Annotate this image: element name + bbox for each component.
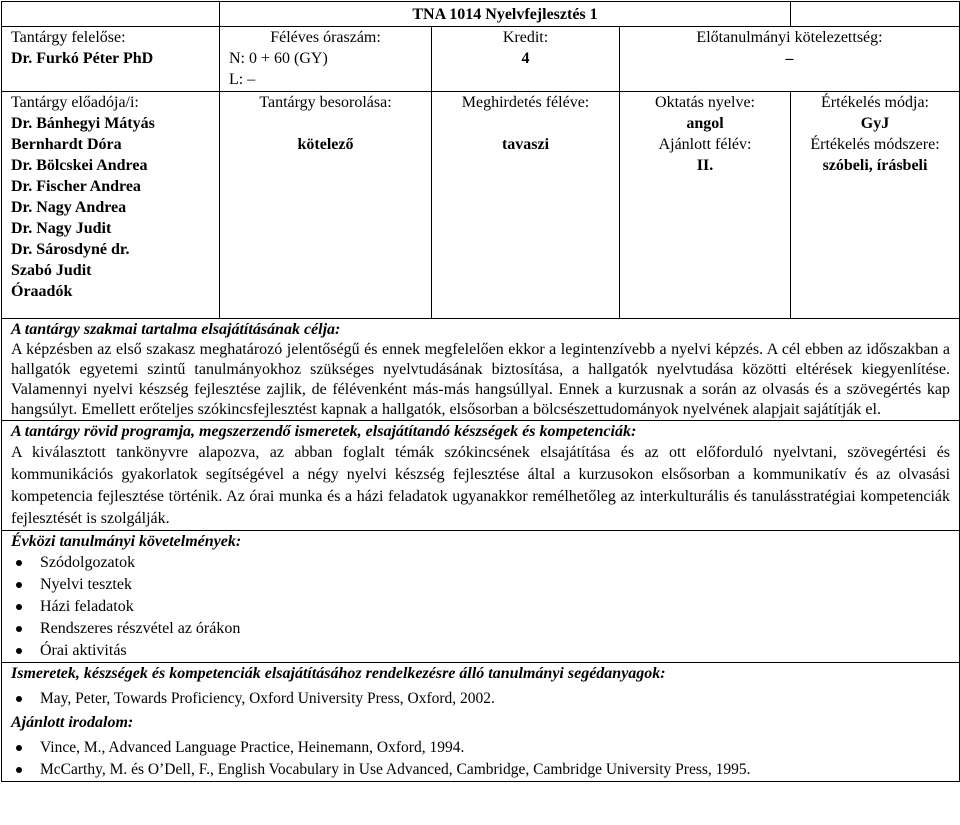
lecturer-item: Óraadók [11,283,73,300]
semester-label: Meghirdetés féléve: [461,94,590,111]
list-item: Órai aktivitás [40,640,950,662]
language-value: angol [686,115,724,132]
goal-heading: A tantárgy szakmai tartalma elsajátításának célja: [11,321,341,338]
eval-method-label: Értékelés módszere: [810,136,940,153]
hours-label: Féléves óraszám: [270,29,381,46]
list-item: Szódolgozatok [40,552,950,574]
eval-mode-value: GyJ [860,115,890,132]
goal-section [2,319,960,421]
prereq-value: – [785,50,794,67]
classification-value: kötelező [297,136,354,153]
language-label: Oktatás nyelve: [655,94,755,111]
lecturer-item: Dr. Bánhegyi Mátyás [11,115,155,132]
hours-l-value: L: – [229,71,256,88]
eval-mode-label: Értékelés módja: [821,94,929,111]
course-datasheet-table [1,1,960,782]
details-row [2,92,960,319]
lecturers-label: Tantárgy előadója/i: [11,94,139,111]
list-item: Vince, M., Advanced Language Practice, Heinemann, Oxford, 1994. [40,737,950,759]
requirements-heading: Évközi tanulmányi követelmények: [11,533,242,550]
header-row [2,27,960,92]
recommended-semester-value: II. [696,157,714,174]
materials-section [2,663,960,782]
lecturer-item: Dr. Nagy Judit [11,220,112,237]
eval-method-value: szóbeli, írásbeli [822,157,928,174]
hours-value: N: 0 + 60 (GY) [229,50,328,67]
requirements-list [11,552,950,662]
lecturer-item: Dr. Fischer Andrea [11,178,141,195]
list-item: Nyelvi tesztek [40,574,950,596]
responsible-label: Tantárgy felelőse: [11,29,126,46]
prereq-label: Előtanulmányi kötelezettség: [696,29,883,46]
lecturer-item: Bernhardt Dóra [11,136,122,153]
goal-text: A képzésben az első szakasz meghatározó jelentőségű és ennek megfelelően ekkor a legintenzívebb a nyelvi képzés. A cél ebben az időszakban a hallgatók egyetemi szintű tanulmányokhoz szükséges nyelvtudásának biztosítása, a hallgatók nyelvtudása közötti eltérések kiegyenlítése. Valamennyi nyelvi készség fejlesztése zajlik, de félévenként más-más hangsúllyal. Ennek a kurzusnak a során az olvasás és a szövegértés kap hangsúlyt. Emellett erőteljes szókincsfejlesztést kapnak a hallgatók, elsősorban a bölcsészettudományok nyelvének alapjait sajátítják el. [11,341,951,418]
recommended-reading-list [11,737,950,781]
lecturer-item: Dr. Nagy Andrea [11,199,127,216]
list-item: Házi feladatok [40,596,950,618]
list-item: May, Peter, Towards Proficiency, Oxford University Press, Oxford, 2002. [40,688,950,710]
lecturer-item: Dr. Bölcskei Andrea [11,157,148,174]
credit-value: 4 [521,50,530,67]
recommended-reading-heading: Ajánlott irodalom: [11,714,134,731]
classification-label: Tantárgy besorolása: [259,94,392,111]
list-item: McCarthy, M. és O’Dell, F., English Vocabulary in Use Advanced, Cambridge, Cambridge University Press, 1995. [40,759,950,781]
materials-list [11,688,950,710]
materials-heading: Ismeretek, készségek és kompetenciák elsajátításához rendelkezésre álló tanulmányi segédanyagok: [11,665,666,682]
responsible-name: Dr. Furkó Péter PhD [11,50,154,67]
credit-label: Kredit: [502,29,549,46]
recommended-semester-label: Ajánlott félév: [658,136,752,153]
program-section [2,421,960,531]
semester-value: tavaszi [501,136,550,153]
program-heading: A tantárgy rövid programja, megszerzendő ismeretek, elsajátítandó készségek és kompetenciák: [11,423,637,440]
lecturer-item: Dr. Sárosdyné dr. [11,241,130,258]
list-item: Rendszeres részvétel az órákon [40,618,950,640]
course-title: TNA 1014 Nyelvfejlesztés 1 [220,2,791,27]
lecturer-item: Szabó Judit [11,262,92,279]
program-text: A kiválasztott tankönyvre alapozva, az abban foglalt témák szókincsének elsajátítása és az ott előforduló nyelvtani, szövegértési és kommunikációs gyakorlatok segítségével a négy nyelvi készség fejlesztése által a kurzusokon elsősorban a kommunikatív és az olvasási kompetencia fejlesztése történik. Az órai munka és a házi feladatok ugyanakkor remélhetőleg az interkulturális és tanulásstratégiai kompetenciák fejlesztését is szolgálják. [11,444,951,527]
requirements-section [2,531,960,663]
